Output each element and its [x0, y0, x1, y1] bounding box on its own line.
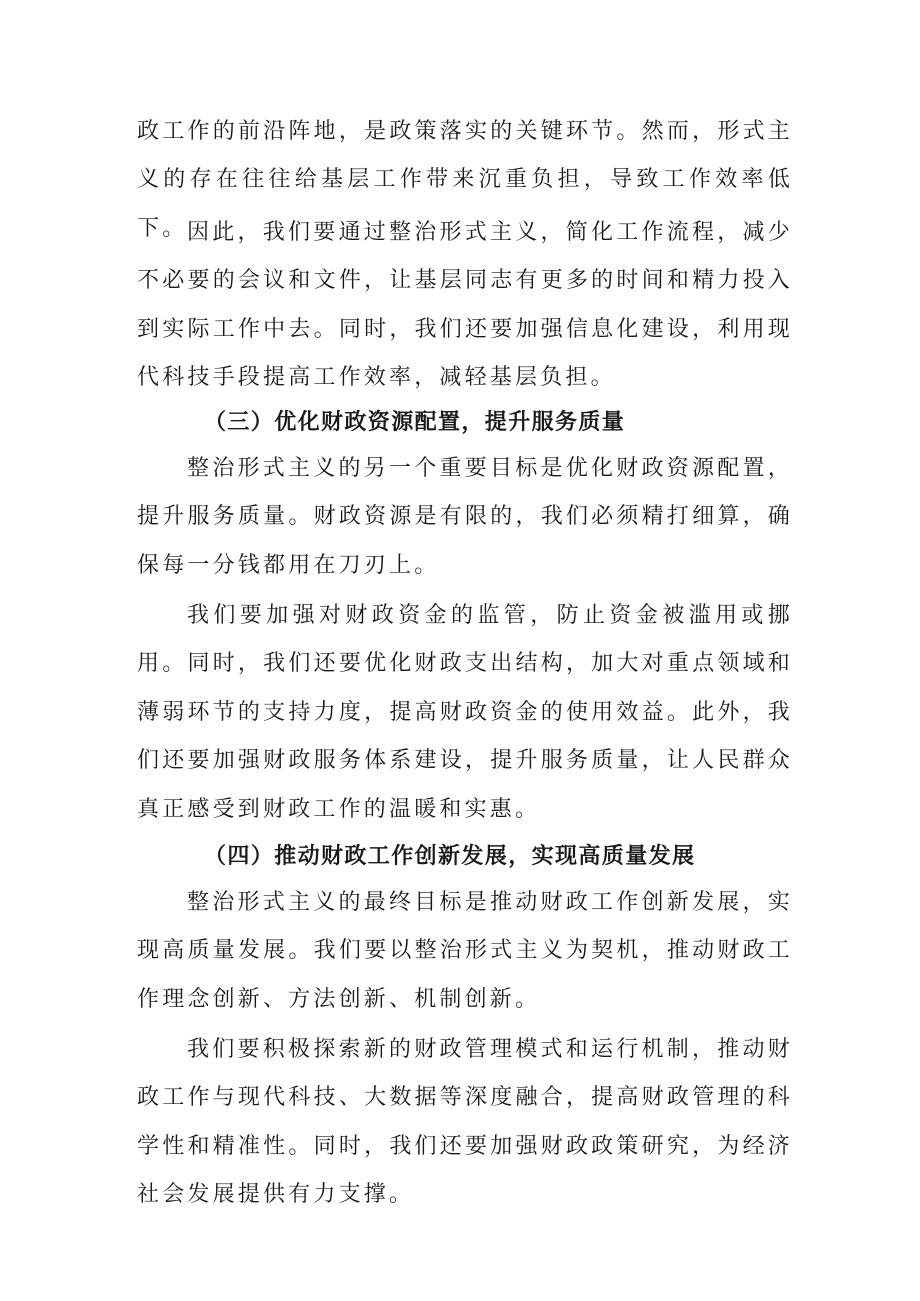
section-heading-3: （三）优化财政资源配置，提升服务质量 — [204, 409, 626, 435]
paragraph-simplify-workflow: 因此，我们要通过整治形式主义，简化工作流程，减少不必要的会议和文件，让基层同志有更多的时间和精力投入到实际工作中去。同时，我们还要加强信息化建设，利用现代科技手段提高工作效率，减轻基层负担。 — [137, 220, 793, 391]
paragraph-continued: 政工作的前沿阵地，是政策落实的关键环节。然而，形式主义的存在往往给基层工作带来沉重负担，导致工作效率低下。 — [137, 119, 793, 241]
paragraph-innovation-goal: 整治形式主义的最终目标是推动财政工作创新发展，实现高质量发展。我们要以整治形式主义为契机，推动财政工作理念创新、方法创新、机制创新。 — [137, 890, 793, 1012]
section-heading-4: （四）推动财政工作创新发展，实现高质量发展 — [204, 843, 696, 869]
paragraph-fund-supervision: 我们要加强对财政资金的监管，防止资金被滥用或挪用。同时，我们还要优化财政支出结构，加大对重点领域和薄弱环节的支持力度，提高财政资金的使用效益。此外，我们还要加强财政服务体系建设，提升服务质量，让人民群众真正感受到财政工作的温暖和实惠。 — [137, 603, 793, 822]
paragraph-management-models: 我们要积极探索新的财政管理模式和运行机制，推动财政工作与现代科技、大数据等深度融合，提高财政管理的科学性和精准性。同时，我们还要加强财政政策研究，为经济社会发展提供有力支撑。 — [137, 1037, 793, 1208]
paragraph-resource-allocation: 整治形式主义的另一个重要目标是优化财政资源配置，提升服务质量。财政资源是有限的，我们必须精打细算，确保每一分钱都用在刀刃上。 — [137, 456, 793, 578]
